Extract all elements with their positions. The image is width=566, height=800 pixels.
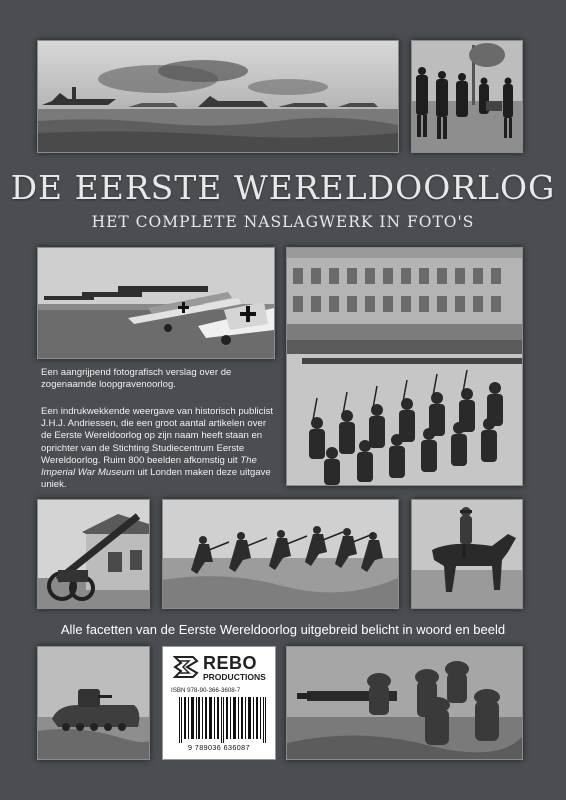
blurb-intro: Een aangrijpend fotografisch verslag over de zogenaamde loopgravenoorlog. (41, 367, 232, 391)
blurb-description-museum: The Imperial War Museum (41, 454, 257, 479)
blurb-description-text-1: Een indrukwekkende weergave van historisch publicist J.H.J. Andriessen, die een groot aantal artikelen over de Eerste Wereldoorlog op zijn naam heeft staan en oprichter van de Stichting Studiecentrum Eerste Wereldoorlog. Ruim 800 beelden afkomstig uit (41, 406, 273, 466)
photo-machine-gun (286, 646, 523, 760)
barcode-graphic (179, 697, 267, 743)
publisher-barcode-panel (162, 646, 276, 760)
photo-tank (37, 646, 150, 760)
photo-aircraft (37, 247, 275, 359)
rebo-logo-icon (173, 655, 199, 679)
photo-fleet (37, 40, 399, 153)
cover-title: DE EERSTE WERELDOORLOG (10, 168, 556, 207)
blurb-description (41, 406, 277, 491)
isbn-label: ISBN 978-90-366-3608-7 (171, 687, 241, 694)
photo-soldiers-march (411, 40, 523, 153)
photo-charge (162, 499, 399, 609)
publisher-sub: PRODUCTIONS (203, 672, 266, 682)
cover-subtitle: HET COMPLETE NASLAGWERK IN FOTO'S (91, 213, 475, 231)
photo-howitzer (37, 499, 150, 609)
barcode-digits: 9 789036 636087 (188, 743, 250, 752)
publisher-name: REBO (203, 653, 258, 673)
photo-cavalry (411, 499, 523, 609)
blurb-description-text-2: uit Londen maken deze uitgave uniek. (41, 467, 271, 491)
photo-parade (286, 247, 523, 486)
cover-tagline: Alle facetten van de Eerste Wereldoorlog uitgebreid belicht in woord en beeld (60, 622, 506, 637)
